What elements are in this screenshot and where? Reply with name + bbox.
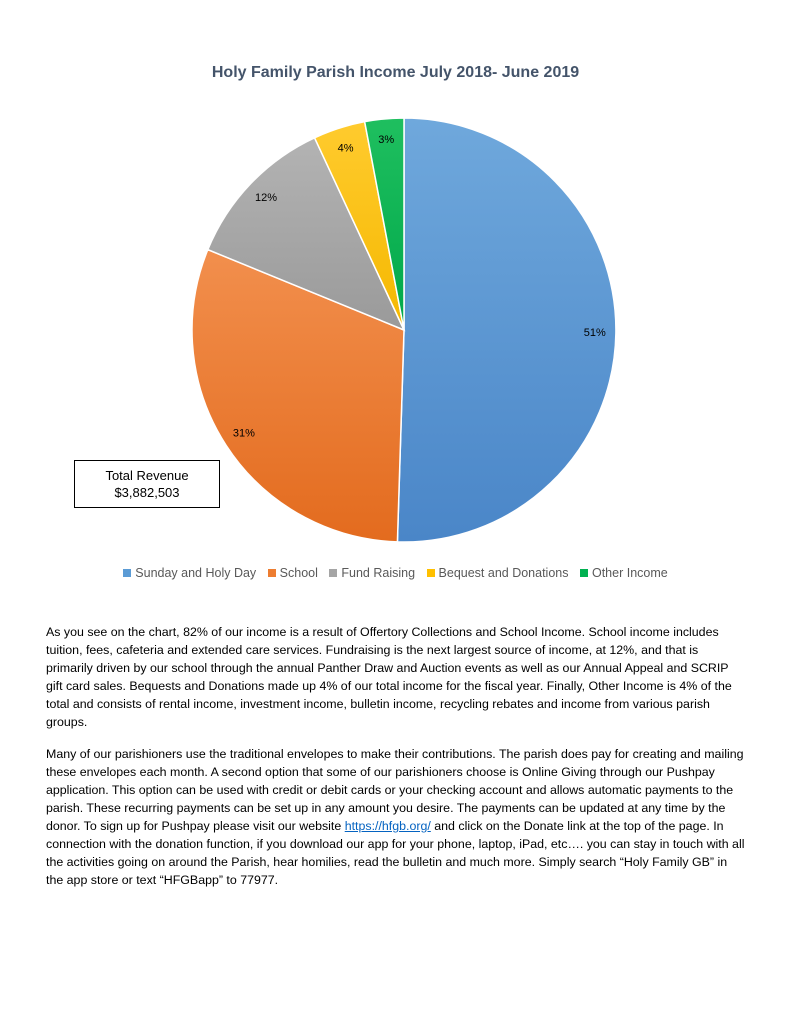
slice-label: 3%: [378, 133, 395, 146]
total-revenue-box: [74, 460, 220, 508]
paragraph-income-summary: As you see on the chart, 82% of our income is a result of Offertory Collections and School Income. School income includes tuition, fees, cafeteria and extended care services. Fundraising is the next largest source of income, at 12%, and that is primarily driven by our school through the annual Panther Draw and Auction events as well as our Annual Appeal and SCRIP gift card sales. Bequests and Donations made up 4% of our total income for the fiscal year. Finally, Other Income is 4% of the total and consists of rental income, investment income, bulletin income, recycling rebates and income from various parish groups.: [46, 625, 732, 729]
chart-title: Holy Family Parish Income July 2018- June 2019: [211, 64, 580, 81]
legend-label: Sunday and Holy Day: [135, 566, 257, 580]
legend-item-bequest: [427, 566, 569, 580]
legend-item-other-income: [580, 566, 668, 580]
legend-label: Fund Raising: [341, 566, 416, 580]
slice-label: 31%: [232, 427, 255, 440]
slice-label: 4%: [337, 142, 354, 155]
chart-legend: [0, 566, 791, 580]
legend-label: Bequest and Donations: [438, 566, 569, 580]
total-revenue-label: Total Revenue: [105, 468, 189, 483]
legend-swatch: [268, 569, 276, 577]
legend-item-school: [268, 566, 318, 580]
slice-label: 51%: [583, 326, 606, 339]
legend-swatch: [123, 569, 131, 577]
total-revenue-value: $3,882,503: [114, 485, 180, 500]
legend-swatch: [427, 569, 435, 577]
website-link[interactable]: https://hfgb.org/: [344, 819, 431, 833]
paragraph-online-giving: [46, 745, 746, 889]
slice-label: 12%: [254, 192, 277, 205]
legend-label: School: [279, 566, 318, 580]
legend-item-fund-raising: [329, 566, 415, 580]
legend-swatch: [329, 569, 337, 577]
paragraph-text: and click on the Donate link at the top of the page. In connection with the donation function, if you download our app for your phone, laptop, iPad, etc…. you can stay in touch with all the activities going on around the Parish, hear homilies, read the bulletin and much more. Simply search “Holy Family GB” in the app store or text “HFGBapp” to 77977.: [46, 819, 745, 887]
paragraph-text: Many of our parishioners use the traditional envelopes to make their contributions. The parish does pay for creating and mailing these envelopes each month. A second option that some of our parishioners choose is Online Giving through our Pushpay application. This option can be used with credit or debit cards or your checking account and allows automatic payments to the parish. These recurring payments can be set up in any amount you desire. The payments can be updated at any time by the donor. To sign up for Pushpay please visit our website: [46, 747, 744, 833]
legend-label: Other Income: [591, 566, 668, 580]
legend-item-sunday: [123, 566, 256, 580]
legend-swatch: [580, 569, 588, 577]
